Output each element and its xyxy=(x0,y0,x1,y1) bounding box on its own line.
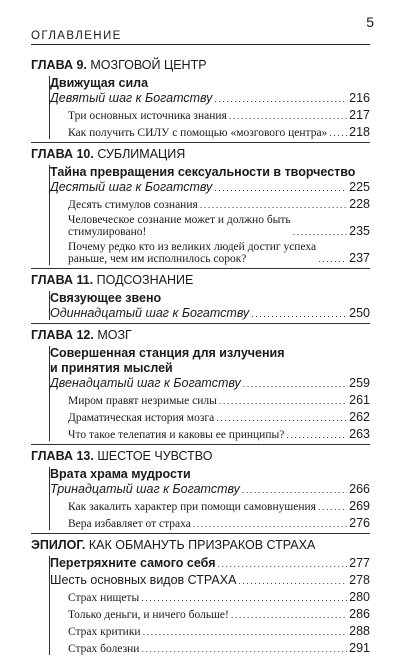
chapter-title: Движущая сила xyxy=(50,76,149,90)
toc-entry[interactable]: Человеческое сознание может и должно быть стимулировано! . . . 235 xyxy=(68,214,370,238)
chapter-title: Совершенная станция для излучения и принятия мыслей xyxy=(50,346,285,375)
chapter-10 xyxy=(31,147,370,269)
toc-entry-step[interactable]: Десятый шаг к Богатству . . . 225 xyxy=(50,180,370,194)
chapter-13 xyxy=(31,449,370,534)
epilogue xyxy=(31,538,370,655)
toc-entry-step[interactable]: Двенадцатый шаг к Богатству . . . 259 xyxy=(50,376,370,390)
toc-entry-step[interactable]: Девятый шаг к Богатству . . . 216 xyxy=(50,91,370,105)
toc-entry[interactable]: Драматическая история мозга . . . 262 xyxy=(68,410,370,424)
chapter-11 xyxy=(31,273,370,324)
page-number: 5 xyxy=(366,14,374,30)
chapter-body xyxy=(49,76,370,139)
toc-entry[interactable]: Страх нищеты . . . 280 xyxy=(68,590,370,604)
chapter-heading: ГЛАВА 9. МОЗГОВОЙ ЦЕНТР xyxy=(31,58,207,72)
toc-entry[interactable]: Что такое телепатия и каковы ее принципы? . . . 263 xyxy=(68,427,370,441)
chapter-body xyxy=(49,346,370,441)
running-head: ОГЛАВЛЕНИЕ xyxy=(31,30,122,42)
chapter-body xyxy=(49,556,370,655)
toc-content xyxy=(31,54,370,658)
toc-entry[interactable]: Страх критики . . . 288 xyxy=(68,624,370,638)
divider xyxy=(31,323,370,324)
toc-entry-step[interactable]: Тринадцатый шаг к Богатству . . . 266 xyxy=(50,482,370,496)
toc-entry[interactable]: Как закалить характер при помощи самовнушения . . . 269 xyxy=(68,499,370,513)
chapter-title: Связующее звено xyxy=(50,291,162,305)
toc-entry[interactable]: Перетряхните самого себя . . . 277 xyxy=(50,556,370,570)
chapter-9 xyxy=(31,58,370,143)
chapter-heading: ГЛАВА 13. ШЕСТОЕ ЧУВСТВО xyxy=(31,449,213,463)
chapter-body xyxy=(49,467,370,530)
chapter-body xyxy=(49,291,370,320)
divider xyxy=(31,142,370,143)
divider xyxy=(31,533,370,534)
chapter-heading: ГЛАВА 12. МОЗГ xyxy=(31,328,132,342)
chapter-heading: ГЛАВА 11. ПОДСОЗНАНИЕ xyxy=(31,273,194,287)
toc-entry[interactable]: Страх болезни . . . 291 xyxy=(68,641,370,655)
chapter-12 xyxy=(31,328,370,445)
toc-entry[interactable]: Только деньги, и ничего больше! . . . 286 xyxy=(68,607,370,621)
chapter-title: Тайна превращения сексуальности в творчество xyxy=(50,165,356,179)
toc-entry[interactable]: Почему редко кто из великих людей достиг успеха раньше, чем им исполнилось сорок? . . . 237 xyxy=(68,241,370,265)
chapter-body xyxy=(49,165,370,265)
divider xyxy=(31,268,370,269)
toc-entry[interactable]: Как получить СИЛУ с помощью «мозгового центра» . . . 218 xyxy=(68,125,370,139)
toc-entry[interactable]: Вера избавляет от страха . . . 276 xyxy=(68,516,370,530)
toc-entry-step[interactable]: Одиннадцатый шаг к Богатству . . . 250 xyxy=(50,306,370,320)
toc-entry[interactable]: Три основных источника знания . . . 217 xyxy=(68,108,370,122)
toc-entry[interactable]: Шесть основных видов СТРАХА . . . 278 xyxy=(50,573,370,587)
chapter-heading: ГЛАВА 10. СУБЛИМАЦИЯ xyxy=(31,147,186,161)
chapter-heading: ЭПИЛОГ. КАК ОБМАНУТЬ ПРИЗРАКОВ СТРАХА xyxy=(31,538,316,552)
toc-entry[interactable]: Десять стимулов сознания . . . 228 xyxy=(68,197,370,211)
chapter-title: Врата храма мудрости xyxy=(50,467,191,481)
divider xyxy=(31,444,370,445)
toc-entry[interactable]: Миром правят незримые силы . . . 261 xyxy=(68,393,370,407)
header-rule xyxy=(31,44,370,45)
